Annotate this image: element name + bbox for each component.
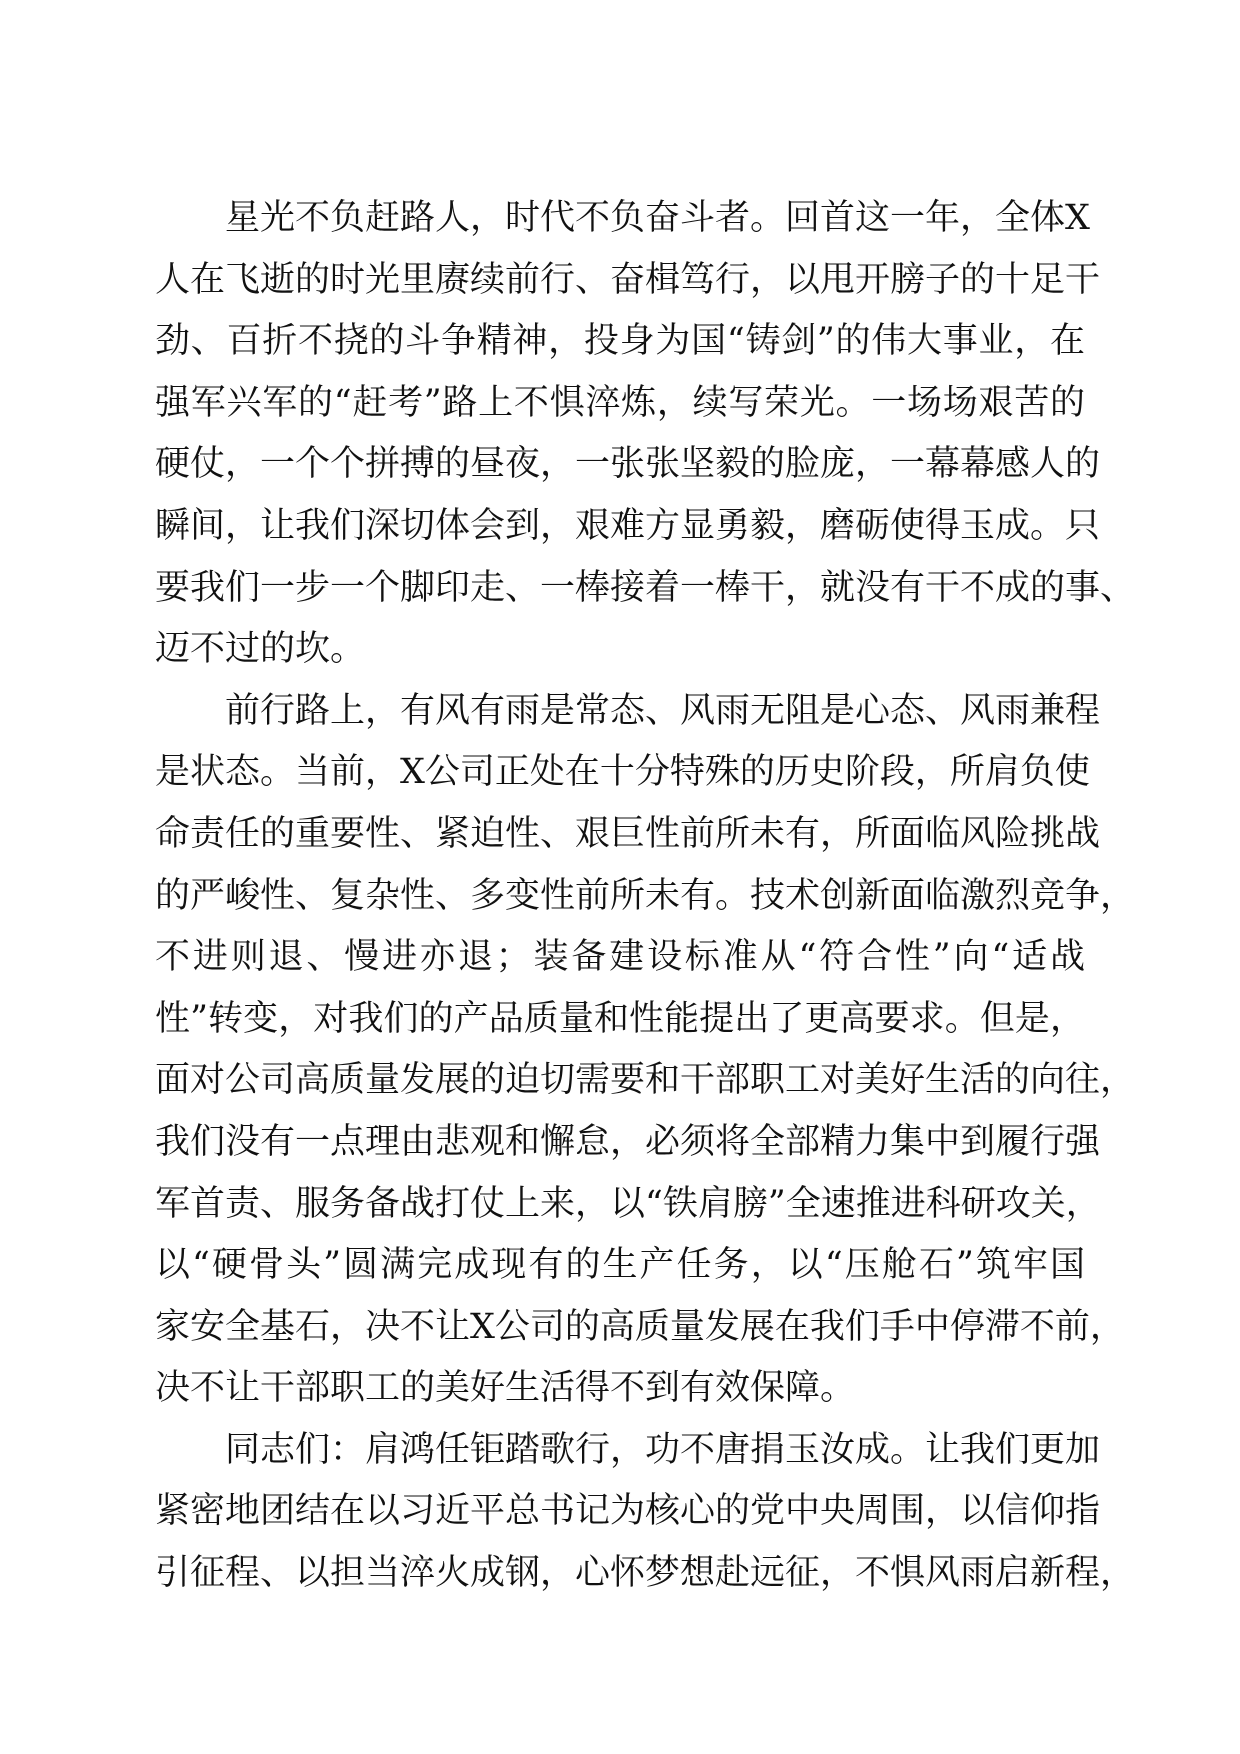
paragraph-end-line: 决不让干部职工的美好生活得不到有效保障。	[155, 1368, 856, 1409]
text-line: 劲、百折不挠的斗争精神，投身为国“铸剑”的伟大事业，在	[155, 321, 1085, 362]
text-line: 紧密地团结在以习近平总书记为核心的党中央周围，以信仰指	[155, 1491, 1101, 1532]
text-line: 人在飞逝的时光里赓续前行、奋楫笃行，以甩开膀子的十足干	[155, 259, 1101, 300]
text-line: 引征程、以担当淬火成钢，心怀梦想赴远征，不惧风雨启新程，	[155, 1553, 1136, 1594]
text-line: 前行路上，有风有雨是常态、风雨无阻是心态、风雨兼程	[155, 690, 1101, 731]
text-line: 我们没有一点理由悲观和懈怠，必须将全部精力集中到履行强	[155, 1121, 1101, 1162]
text-line: 强军兴军的“赶考”路上不惧淬炼，续写荣光。一场场艰苦的	[155, 382, 1085, 423]
text-line: 命责任的重要性、紧迫性、艰巨性前所未有，所面临风险挑战	[155, 813, 1101, 854]
text-line: 要我们一步一个脚印走、一棒接着一棒干，就没有干不成的事、	[155, 567, 1136, 608]
text-line: 军首责、服务备战打仗上来，以“铁肩膀”全速推进科研攻关，	[155, 1183, 1101, 1224]
text-line: 面对公司高质量发展的迫切需要和干部职工对美好生活的向往，	[155, 1060, 1136, 1101]
text-line: 硬仗，一个个拼搏的昼夜，一张张坚毅的脸庞，一幕幕感人的	[155, 444, 1101, 485]
text-line: 星光不负赶路人，时代不负奋斗者。回首这一年，全体X	[155, 198, 1090, 238]
text-line: 不进则退、慢进亦退；装备建设标准从“符合性”向“适战	[155, 937, 1085, 978]
text-line: 瞬间，让我们深切体会到，艰难方显勇毅，磨砺使得玉成。只	[155, 505, 1101, 546]
text-line: 的严峻性、复杂性、多变性前所未有。技术创新面临激烈竞争，	[155, 875, 1136, 916]
body-text	[155, 188, 1136, 1605]
text-line: 是状态。当前，X公司正处在十分特殊的历史阶段，所肩负使	[155, 752, 1090, 793]
text-line: 性”转变，对我们的产品质量和性能提出了更高要求。但是，	[155, 998, 1085, 1039]
paragraph-end-line: 迈不过的坎。	[155, 629, 366, 670]
text-line: 家安全基石，决不让X公司的高质量发展在我们手中停滞不前，	[155, 1306, 1125, 1347]
text-line: 同志们：肩鸿任钜踏歌行，功不唐捐玉汝成。让我们更加	[155, 1429, 1101, 1470]
text-line: 以“硬骨头”圆满完成现有的生产任务，以“压舱石”筑牢国	[155, 1245, 1085, 1286]
